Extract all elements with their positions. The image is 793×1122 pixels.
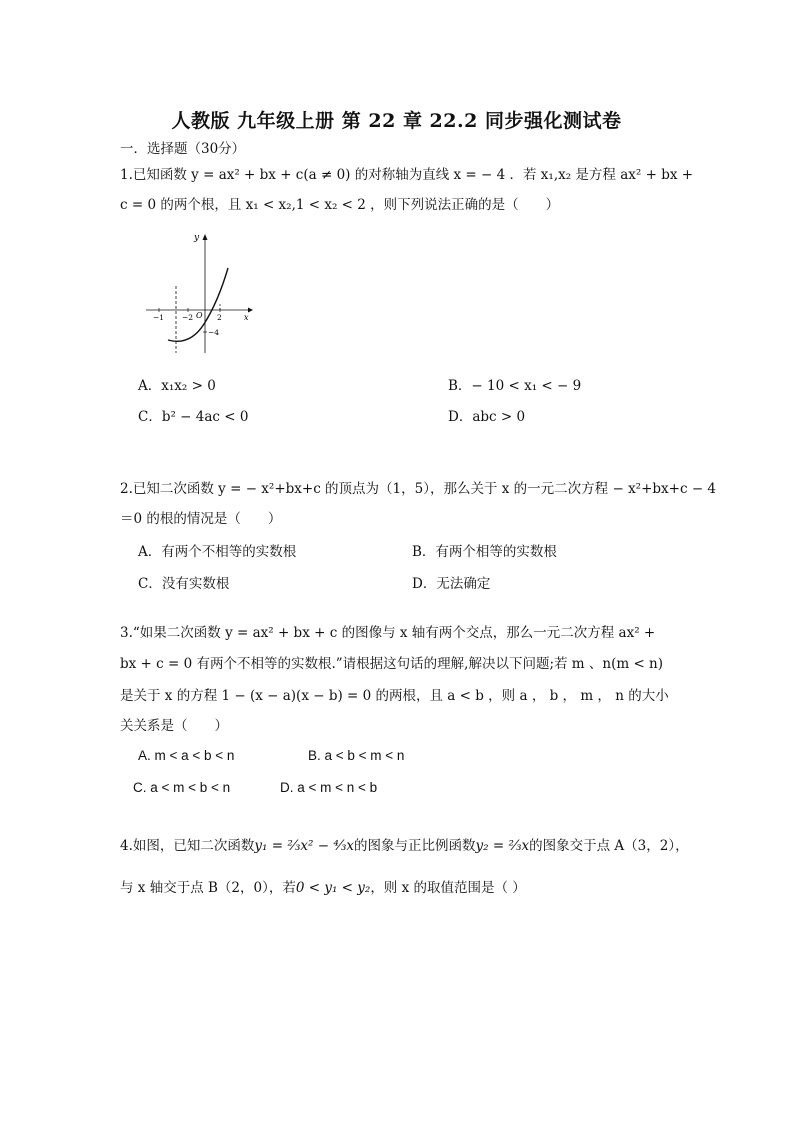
y-axis-arrow (203, 234, 208, 240)
section-heading: 一．选择题（30分） (120, 141, 246, 157)
q2-line1: 2.已知二次函数 y = − x²+bx+c 的顶点为（1，5），那么关于 x 的一元二次方程 − x²+bx+c − 4 (120, 481, 717, 497)
origin-label: O (196, 311, 203, 320)
q4-suffix: 的图象交于点 A（3，2）， (529, 838, 689, 854)
q4-condition: 0 < y₁ < y₂ (295, 880, 371, 896)
q2-option-a[interactable]: A．有两个不相等的实数根 (138, 544, 297, 560)
q1-option-c[interactable]: C．b² − 4ac < 0 (138, 409, 249, 425)
page-title: 人教版 九年级上册 第 22 章 22.2 同步强化测试卷 (171, 110, 622, 132)
q4-middle: 的图象与正比例函数 (354, 838, 476, 854)
q4-function-y2: y₂ = ²⁄₃x (475, 838, 530, 854)
q2-option-d[interactable]: D．无法确定 (412, 576, 491, 592)
q2-line2: ＝0 的根的情况是（ ） (120, 511, 282, 527)
q4-line1 (120, 836, 689, 856)
y-axis-label: y (194, 233, 200, 243)
q4-function-y1: y₁ = ²⁄₃x² − ⁴⁄₃x (254, 838, 355, 854)
q2-option-c[interactable]: C．没有实数根 (138, 576, 230, 592)
q3-option-d[interactable]: D. a < m < n < b (280, 780, 378, 795)
q3-option-b[interactable]: B. a < b < m < n (308, 748, 405, 763)
q3-line2: bx + c = 0 有两个不相等的实数根.”请根据这句话的理解,解决以下问题;若 m 、n(m < n) (120, 656, 664, 672)
tick-label-neg2: −2 (182, 313, 194, 322)
q1-option-b[interactable]: B．− 10 < x₁ < − 9 (448, 378, 582, 394)
q1-parabola-graph (140, 228, 255, 358)
q2-option-b[interactable]: B．有两个相等的实数根 (412, 544, 557, 560)
q4-line2-prefix: 与 x 轴交于点 B（2，0），若 (120, 880, 296, 896)
q3-line4: 关关系是（ ） (120, 718, 228, 734)
q1-option-a[interactable]: A．x₁x₂ > 0 (138, 378, 216, 394)
q3-option-c[interactable]: C. a < m < b < n (133, 780, 231, 795)
q1-option-d[interactable]: D．abc > 0 (448, 409, 526, 425)
q1-line2: c = 0 的两个根，且 x₁ < x₂,1 < x₂ < 2 ，则下列说法正确的是（ ） (120, 197, 560, 213)
tick-label-neg4: −4 (208, 328, 220, 337)
tick-label-neg1: −1 (153, 313, 165, 322)
q4-line2 (120, 878, 526, 898)
x-axis-arrow (248, 308, 253, 313)
q3-line1: 3.“如果二次函数 y = ax² + bx + c 的图像与 x 轴有两个交点，那么一元二次方程 ax² + (120, 625, 656, 641)
q3-line3: 是关于 x 的方程 1 − (x − a)(x − b) = 0 的两根，且 a < b ，则 a ， b ， m ， n 的大小 (120, 688, 669, 704)
x-axis-label: x (244, 313, 249, 322)
q4-prefix: 4.如图，已知二次函数 (120, 838, 255, 854)
q4-line2-suffix: ，则 x 的取值范围是（ ） (370, 880, 526, 896)
q1-line1: 1.已知函数 y = ax² + bx + c(a ≠ 0) 的对称轴为直线 x = − 4 ．若 x₁,x₂ 是方程 ax² + bx + (120, 167, 694, 183)
q3-option-a[interactable]: A. m < a < b < n (138, 748, 235, 763)
tick-label-2: 2 (217, 313, 222, 322)
